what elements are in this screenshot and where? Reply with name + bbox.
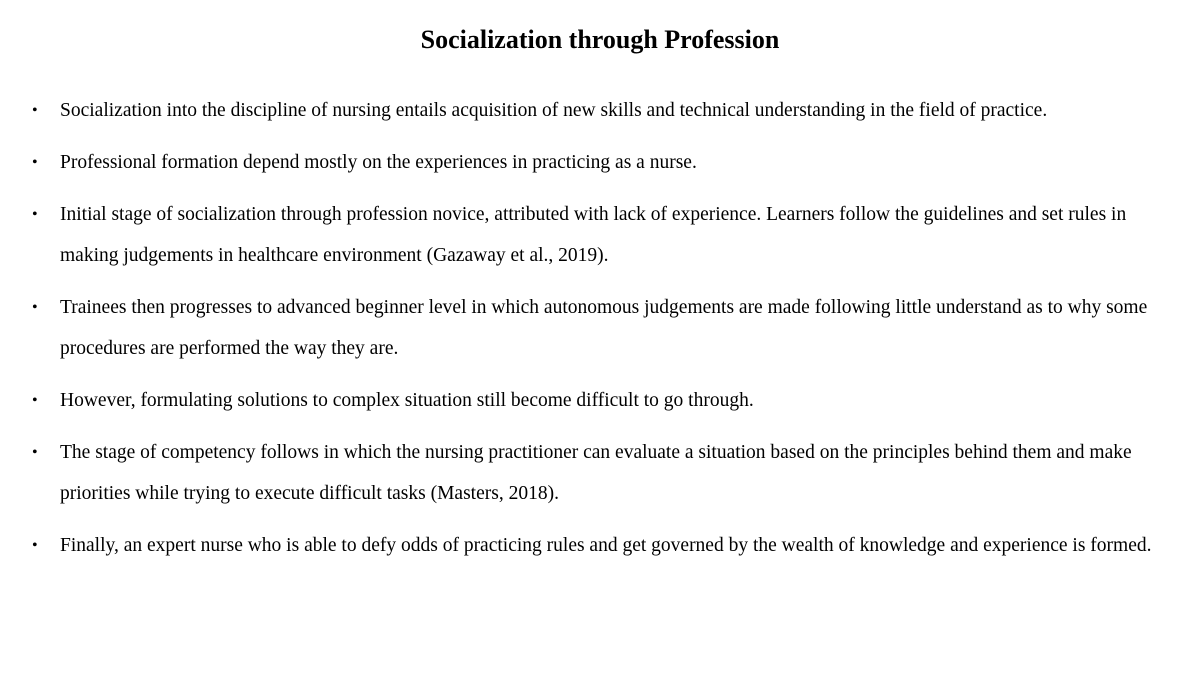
- bullet-item: [30, 380, 1170, 421]
- bullet-icon: •: [32, 154, 38, 171]
- bullet-item: [30, 525, 1170, 566]
- bullet-text: Initial stage of socialization through profession novice, attributed with lack of experience. Learners follow the guidelines and set rules in making judgements in healthcare environment (Gazaway et al., 2019).: [60, 204, 1127, 266]
- bullet-icon: •: [32, 444, 38, 461]
- bullet-icon: •: [32, 392, 38, 409]
- bullet-text: Socialization into the discipline of nursing entails acquisition of new skills and technical understanding in the field of practice.: [60, 100, 1048, 121]
- bullet-item: [30, 194, 1170, 276]
- bullet-text: Finally, an expert nurse who is able to defy odds of practicing rules and get governed by the wealth of knowledge and experience is formed.: [60, 535, 1152, 556]
- bullet-text: The stage of competency follows in which the nursing practitioner can evaluate a situation based on the principles behind them and make priorities while trying to execute difficult tasks (Masters, 2018).: [60, 442, 1132, 504]
- bullet-icon: •: [32, 537, 38, 554]
- bullet-item: [30, 432, 1170, 514]
- bullet-item: [30, 90, 1170, 131]
- bullet-icon: •: [32, 299, 38, 316]
- bullet-text: However, formulating solutions to complex situation still become difficult to go through.: [60, 390, 754, 411]
- bullet-icon: •: [32, 102, 38, 119]
- bullet-list: [30, 90, 1170, 577]
- slide-title: Socialization through Profession: [420, 25, 780, 54]
- bullet-icon: •: [32, 206, 38, 223]
- bullet-text: Professional formation depend mostly on the experiences in practicing as a nurse.: [60, 152, 697, 173]
- bullet-text: Trainees then progresses to advanced beginner level in which autonomous judgements are made following little understand as to why some procedures are performed the way they are.: [60, 297, 1148, 359]
- bullet-item: [30, 142, 1170, 183]
- bullet-item: [30, 287, 1170, 369]
